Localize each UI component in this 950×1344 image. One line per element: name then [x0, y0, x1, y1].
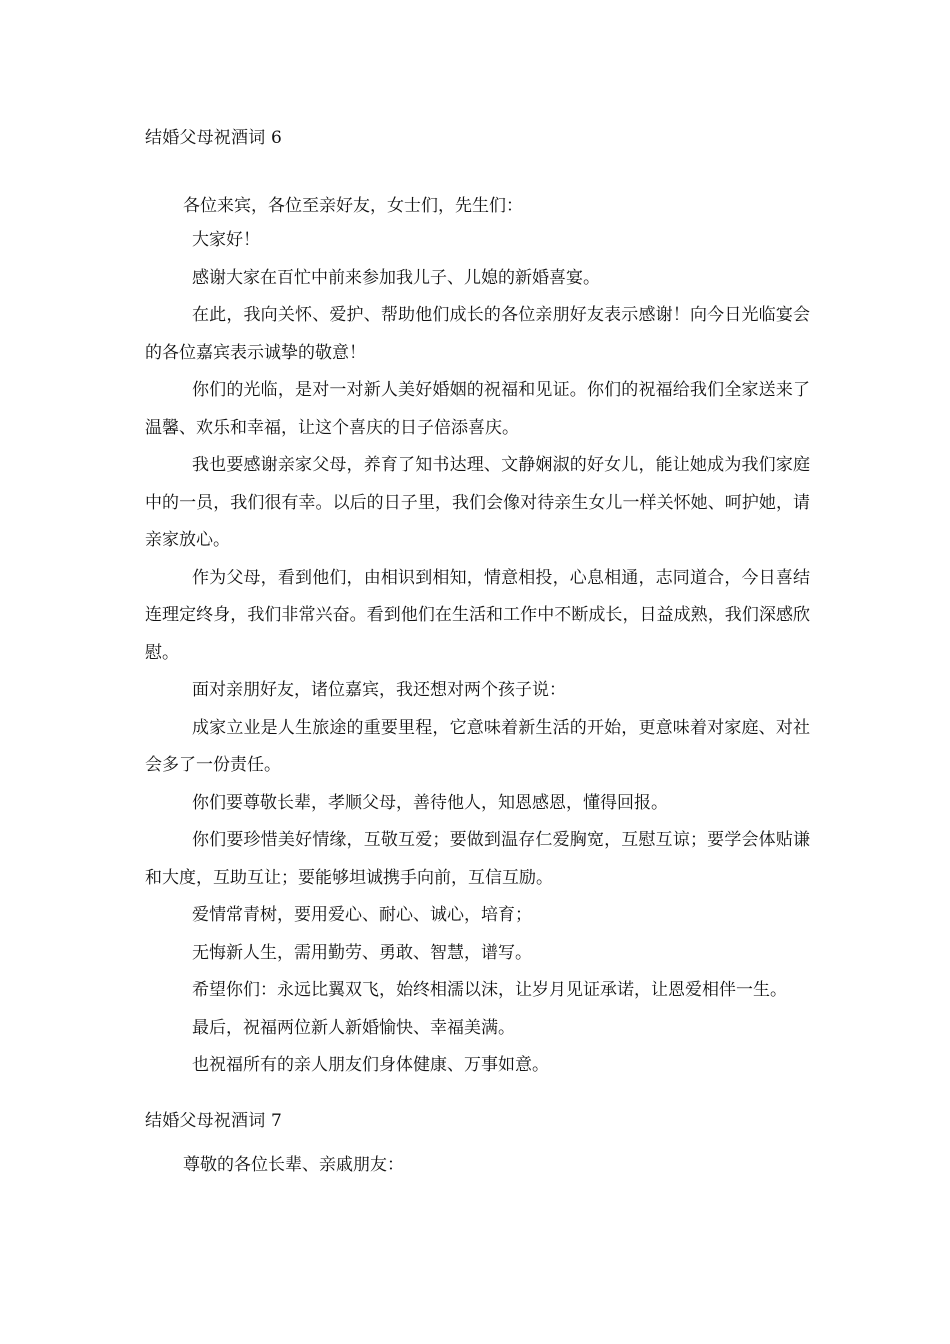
paragraph: 作为父母，看到他们，由相识到相知，情意相投，心息相通，志同道合，今日喜结连理定终身，我们非常兴奋。看到他们在生活和工作中不断成长，日益成熟，我们深感欣慰。 — [145, 567, 810, 663]
paragraph: 无悔新人生，需用勤劳、勇敢、智慧，谱写。 — [192, 942, 532, 963]
paragraph: 希望你们：永远比翼双飞，始终相濡以沫，让岁月见证承诺，让恩爱相伴一生。 — [192, 980, 787, 1000]
section-7-title: 结婚父母祝酒词 7 — [145, 1111, 283, 1131]
section-6-body — [145, 222, 810, 1085]
paragraph: 最后，祝福两位新人新婚愉快、幸福美满。 — [192, 1017, 515, 1038]
section-6-salutation: 各位来宾，各位至亲好友，女士们，先生们： — [183, 196, 523, 216]
paragraph: 我也要感谢亲家父母，养育了知书达理、文静娴淑的好女儿，能让她成为我们家庭中的一员，我们很有幸。以后的日子里，我们会像对待亲生女儿一样关怀她、呵护她，请亲家放心。 — [145, 455, 810, 550]
paragraph: 面对亲朋好友，诸位嘉宾，我还想对两个孩子说： — [192, 680, 566, 700]
section-7-salutation: 尊敬的各位长辈、亲戚朋友： — [183, 1155, 404, 1175]
paragraph: 你们要珍惜美好情缘，互敬互爱；要做到温存仁爱胸宽，互慰互谅；要学会体贴谦和大度，互助互让；要能够坦诚携手向前，互信互励。 — [145, 830, 810, 888]
paragraph: 感谢大家在百忙中前来参加我儿子、儿媳的新婚喜宴。 — [192, 267, 600, 288]
paragraph: 爱情常青树，要用爱心、耐心、诚心，培育； — [192, 905, 532, 925]
paragraph: 成家立业是人生旅途的重要里程，它意味着新生活的开始，更意味着对家庭、对社会多了一份责任。 — [145, 717, 810, 775]
paragraph: 你们要尊敬长辈，孝顺父母，善待他人，知恩感恩，懂得回报。 — [192, 792, 668, 813]
paragraph: 你们的光临，是对一对新人美好婚姻的祝福和见证。你们的祝福给我们全家送来了温馨、欢乐和幸福，让这个喜庆的日子倍添喜庆。 — [145, 380, 810, 438]
paragraph: 也祝福所有的亲人朋友们身体健康、万事如意。 — [192, 1055, 549, 1075]
paragraph: 大家好！ — [192, 230, 260, 250]
paragraph: 在此，我向关怀、爱护、帮助他们成长的各位亲朋好友表示感谢！向今日光临宴会的各位嘉宾表示诚挚的敬意！ — [145, 305, 810, 363]
section-6-title: 结婚父母祝酒词 6 — [145, 128, 283, 148]
